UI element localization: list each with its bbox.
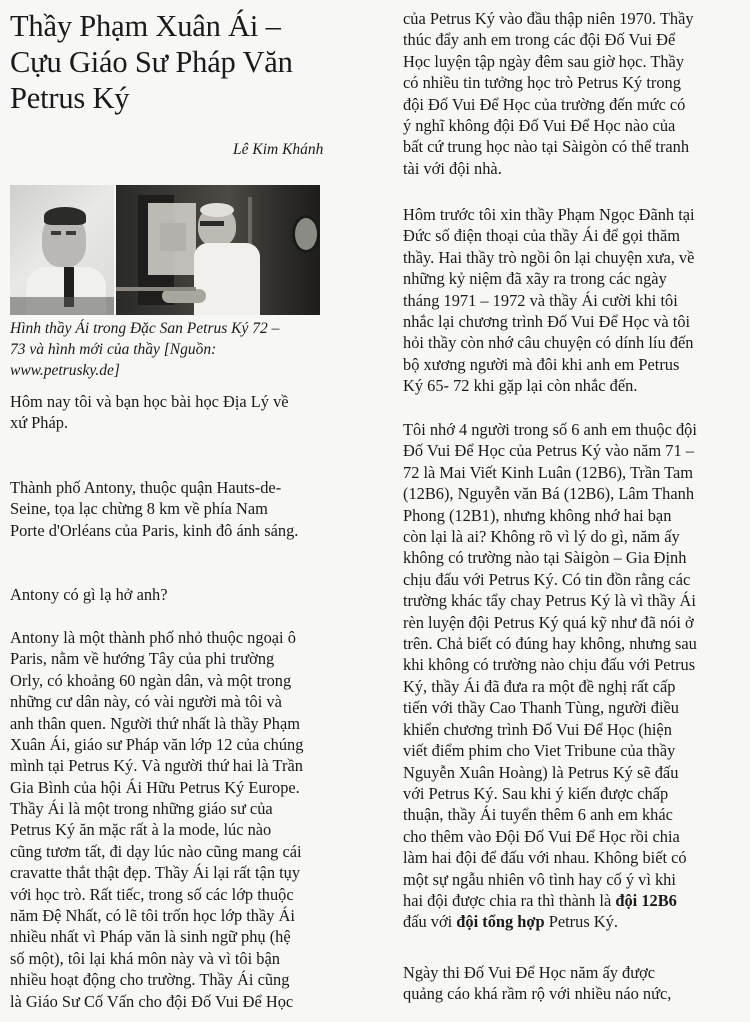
text-line: còn lại là ai? Không rõ vì lý do gì, năm ấy bbox=[403, 527, 680, 547]
text-line: Học luyện tập ngày đêm sau giờ học. Thầy bbox=[403, 51, 685, 71]
text-line: Đức số điện thoại của thầy Ái để gọi thăm bbox=[403, 226, 680, 246]
text-line: Ngày thi Đố Vui Để Học năm ấy được bbox=[403, 963, 656, 982]
text-line: Hôm trước tôi xin thầy Phạm Ngọc Đãnh tại bbox=[403, 205, 695, 224]
text-line: tháng 1971 – 1972 và thầy Ái cười khi tôi bbox=[403, 290, 678, 310]
text-line: xứ Pháp. bbox=[10, 413, 69, 433]
text-line: hỏi thầy còn nhớ câu chuyện có dính líu đến bbox=[403, 333, 694, 353]
text-line: bất cứ trung học nào tại Sàigòn có thể tranh bbox=[403, 137, 690, 157]
text-line: hai đội được chia ra thì thành là đội 12B6 bbox=[403, 890, 677, 910]
text-line: đấu với đội tổng hợp Petrus Ký. bbox=[403, 912, 618, 932]
photo-elderly-teacher bbox=[116, 185, 320, 315]
text-line: Gia Bình của hội Ái Hữu Petrus Ký Europe. bbox=[10, 777, 300, 797]
text-line: Antony là một thành phố nhỏ thuộc ngoại ô bbox=[10, 628, 296, 647]
text-line: Hôm nay tôi và bạn học bài học Địa Lý về bbox=[10, 392, 289, 411]
text-line: những kỷ niệm đã xãy ra trong các ngày bbox=[403, 269, 667, 289]
text-line: có nhiều tin tưởng học trò Petrus Ký trong bbox=[403, 73, 681, 93]
text-line: số một), tôi lại khá môn này và vì tôi bận bbox=[10, 948, 280, 968]
text-line: ý nghĩ không đội Đố Vui Để Học nào của bbox=[403, 116, 676, 136]
text-line: cravatte thắt thật đẹp. Thầy Ái lại rất tận tụy bbox=[10, 863, 301, 883]
text-line: của Petrus Ký vào đầu thập niên 1970. Thầy bbox=[403, 9, 694, 28]
paragraph bbox=[10, 606, 303, 798]
caption-line: 73 và hình mới của thầy [Nguồn: bbox=[10, 341, 217, 358]
text-line: không có trường nào tại Sàigòn – Gia Định bbox=[403, 548, 687, 568]
text-line: trên. Chả biết có đúng hay không, nhưng sau bbox=[403, 634, 697, 654]
text-line: Đố Vui Để Học của Petrus Ký vào năm 71 – bbox=[403, 441, 694, 461]
text-line: những cư dân này, có vài người mà tôi và bbox=[10, 692, 282, 712]
text-line: tài với đội nhà. bbox=[403, 158, 502, 178]
text-line: chịu đấu với Petrus Ký. Có tin đồn rằng các bbox=[403, 569, 691, 589]
text-line: năm Đệ Nhất, có lẽ tôi trốn học lớp thầy Ái bbox=[10, 906, 295, 926]
text-line: thầy. Hai thầy trò ngồi ôn lại chuyện xưa, về bbox=[403, 247, 695, 267]
text-line: nhiều hoạt động cho trường. Thầy Ái cũng bbox=[10, 970, 290, 990]
text-line: Xuân Ái, giáo sư Pháp văn lớp 12 của chúng bbox=[10, 735, 304, 755]
paragraph bbox=[403, 419, 697, 933]
text-line: thúc đẩy anh em trong các đội Đố Vui Để bbox=[403, 30, 676, 50]
title-line: Petrus Ký bbox=[10, 81, 130, 115]
text-line: Tôi nhớ 4 người trong số 6 anh em thuộc đội bbox=[403, 420, 697, 439]
text-line: Paris, nằm về hướng Tây của phi trường bbox=[10, 649, 275, 669]
text-line: một sự ngẫu nhiên vô tình hay cố ý vì khi bbox=[403, 869, 676, 889]
text-line: Nguyễn Xuân Hoàng) là Petrus Ký sẽ đấu bbox=[403, 762, 679, 782]
text-line: nhiều nhất vì Pháp văn là sinh ngữ phụ (hệ bbox=[10, 927, 291, 947]
text-line: làm hai đội để đấu với nhau. Không biết có bbox=[403, 848, 687, 868]
bold-team-12b6: đội 12B6 bbox=[615, 890, 677, 910]
text-line: với Petrus Ký. Sau khi ý kiến được chấp bbox=[403, 783, 669, 803]
text-line: là Giáo Sư Cố Vấn cho đội Đố Vui Để Học bbox=[10, 991, 294, 1011]
text-line: Seine, tọa lạc chừng 8 km về phía Nam bbox=[10, 499, 268, 519]
text-line: quảng cáo khá rầm rộ với nhiều náo nức, bbox=[403, 984, 672, 1004]
text-line: (12B6), Nguyễn văn Bá (12B6), Lâm Thanh bbox=[403, 484, 695, 504]
text-line: cũng tươm tất, đi dạy lúc nào cũng mang cái bbox=[10, 841, 302, 861]
paragraph bbox=[10, 391, 289, 434]
text-line: anh thân quen. Người thứ nhất là thầy Phạm bbox=[10, 713, 300, 733]
text-line: nhắc lại chương trình Đố Vui Để Học và tôi bbox=[403, 312, 691, 332]
text-line: 72 là Mai Viết Kinh Luân (12B6), Trần Tam bbox=[403, 462, 693, 482]
text-line: Ký, thầy Ái đã đưa ra một đề nghị rất cấp bbox=[403, 676, 676, 696]
title-line: Cựu Giáo Sư Pháp Văn bbox=[10, 45, 293, 79]
text-line: bộ xương người mà đôi khi anh em Petrus bbox=[403, 354, 680, 374]
bold-team-combined: đội tổng hợp bbox=[456, 912, 545, 932]
paragraph bbox=[10, 477, 298, 541]
paragraph bbox=[10, 798, 302, 1012]
text-line: Thầy Ái là một trong những giáo sư của bbox=[10, 799, 273, 818]
text-line: đội Đố Vui Để Học của trường đến mức có bbox=[403, 94, 686, 114]
text-line: thuận, thầy Ái tuyển thêm 6 anh em khác bbox=[403, 805, 673, 825]
caption-line: www.petrusky.de] bbox=[10, 362, 120, 379]
text-line: Phong (12B1), nhưng không nhớ hai bạn bbox=[403, 505, 672, 525]
text-line: Thành phố Antony, thuộc quận Hauts-de- bbox=[10, 478, 282, 497]
photo-pair bbox=[10, 185, 320, 315]
text-line: khiển chương trình Đố Vui Để Học (hiện bbox=[403, 719, 672, 739]
text-line: Antony có gì lạ hở anh? bbox=[10, 585, 168, 604]
paragraph bbox=[403, 962, 671, 1005]
author-byline: Lê Kim Khánh bbox=[233, 141, 324, 158]
text-line: Ký 65- 72 khi gặp lại còn nhắc đến. bbox=[403, 376, 638, 396]
photo-caption bbox=[10, 318, 279, 381]
paragraph bbox=[10, 584, 168, 605]
text-line: Petrus Ký ăn mặc rất à la mode, lúc nào bbox=[10, 820, 272, 840]
text-line: cho thêm vào Đội Đố Vui Để Học rồi chia bbox=[403, 826, 680, 846]
text-line: Porte d'Orléans của Paris, kinh đô ánh sáng. bbox=[10, 520, 299, 540]
title-line: Thầy Phạm Xuân Ái – bbox=[10, 9, 281, 43]
caption-line: Hình thầy Ái trong Đặc San Petrus Ký 72 – bbox=[10, 320, 280, 337]
paragraph bbox=[403, 8, 694, 179]
text-line: trường khác tẩy chay Petrus Ký là vì thầy Ái bbox=[403, 591, 696, 611]
text-line: với học trò. Rất tiếc, trong số các lớp thuộc bbox=[10, 884, 294, 904]
text-line: viết điểm phim cho Viet Tribune của thầy bbox=[403, 741, 676, 761]
paragraph bbox=[403, 204, 695, 397]
article-title bbox=[10, 8, 293, 116]
text-line: khi không có trường nào chịu đấu với Petrus bbox=[403, 655, 696, 675]
photo-young-teacher bbox=[10, 185, 114, 315]
text-line: Orly, có khoảng 60 ngàn dân, và một trong bbox=[10, 670, 292, 690]
text-line: rèn luyện đội Petrus Ký quá kỹ như đã nói ở bbox=[403, 612, 694, 632]
text-line: mình tại Petrus Ký. Và người thứ hai là Trần bbox=[10, 756, 303, 776]
text-line: tiến với thầy Cao Thanh Tùng, người điều bbox=[403, 698, 679, 718]
